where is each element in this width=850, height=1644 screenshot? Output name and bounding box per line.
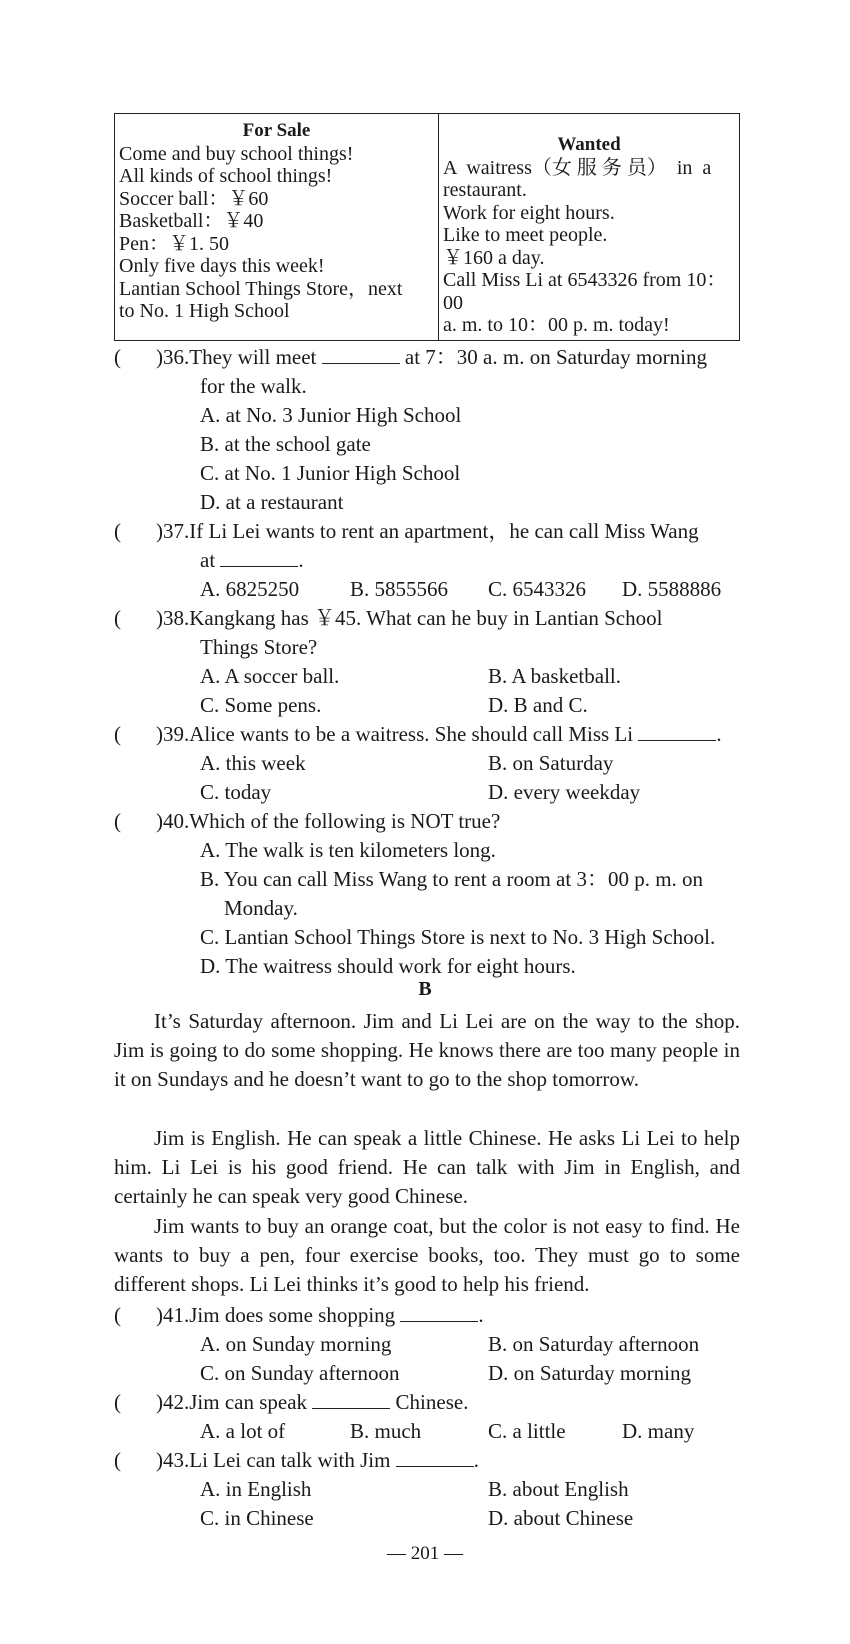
page-number: — 201 —	[387, 1543, 463, 1564]
option-c[interactable]: C. 6543326	[488, 577, 587, 601]
question-number: )40.	[156, 809, 190, 833]
answer-paren[interactable]: (	[114, 809, 121, 833]
for-sale-title: For Sale	[242, 120, 311, 141]
question-number: )39.	[156, 722, 190, 746]
option-a[interactable]: A. on Sunday morning	[200, 1332, 392, 1356]
option-d[interactable]: D. 5588886	[622, 577, 722, 601]
wanted-line: restaurant.	[443, 179, 527, 201]
option-b[interactable]: B. about English	[488, 1477, 629, 1501]
for-sale-line: Pen：￥1. 50	[119, 232, 229, 255]
answer-blank[interactable]	[322, 345, 400, 364]
paragraph: It’s Saturday afternoon. Jim and Li Lei are on the way to the shop. Jim is going to do some shopping. He knows there are too many people in it on Sundays and he doesn’t want to go to the shop tomorrow.	[114, 1009, 740, 1092]
question-text-cont: for the walk.	[200, 374, 307, 398]
paragraph: Jim wants to buy an orange coat, but the color is not easy to find. He wants to buy a pen, four exercise books, too. They must go to some different shops. Li Lei thinks it’s good to help his friend.	[114, 1214, 740, 1297]
question-text: at 7：30 a. m. on Saturday morning	[404, 345, 708, 369]
option-b[interactable]: B. A basketball.	[488, 664, 621, 688]
option-d[interactable]: D. at a restaurant	[200, 490, 344, 514]
option-b[interactable]: B. much	[350, 1419, 422, 1443]
option-b[interactable]: B. at the school gate	[200, 432, 371, 456]
option-d[interactable]: D. The waitress should work for eight hours.	[200, 954, 576, 978]
question-text-cont: Things Store?	[200, 635, 318, 659]
question-number: )38.	[156, 606, 190, 630]
section-b-heading: B	[418, 978, 432, 1000]
wanted-line: a. m. to 10：00 p. m. today!	[443, 314, 670, 336]
wanted-line: Call Miss Li at 6543326 from 10：00	[443, 269, 727, 314]
answer-blank[interactable]	[396, 1448, 474, 1467]
option-a[interactable]: A. A soccer ball.	[200, 664, 340, 688]
period: .	[716, 722, 722, 746]
option-c[interactable]: C. at No. 1 Junior High School	[200, 461, 461, 485]
question-text: Which of the following is NOT true?	[189, 809, 501, 833]
question-text: If Li Lei wants to rent an apartment，he can call Miss Wang	[189, 519, 699, 543]
option-c[interactable]: C. on Sunday afternoon	[200, 1361, 400, 1385]
option-b[interactable]: B. 5855566	[350, 577, 449, 601]
for-sale-line: Basketball：￥40	[119, 210, 264, 232]
option-c[interactable]: C. Some pens.	[200, 693, 322, 717]
for-sale-line: Come and buy school things!	[119, 142, 354, 165]
question-text: They will meet	[189, 345, 317, 369]
option-a[interactable]: A. 6825250	[200, 577, 300, 601]
wanted-line: A waitress（女 服 务 员） in a	[443, 156, 712, 179]
paragraph: Jim is English. He can speak a little Chinese. He asks Li Lei to help him. Li Lei is his good friend. He can talk with Jim in English, and certainly he can speak very good Chinese.	[114, 1126, 740, 1209]
answer-blank[interactable]	[312, 1390, 390, 1409]
option-c[interactable]: C. today	[200, 780, 272, 804]
wanted-title: Wanted	[557, 134, 621, 155]
for-sale-line: Lantian School Things Store，next	[119, 277, 403, 300]
option-b[interactable]: B. on Saturday afternoon	[488, 1332, 700, 1356]
option-a[interactable]: A. The walk is ten kilometers long.	[200, 838, 496, 862]
ads-table	[114, 113, 740, 341]
wanted-ad	[439, 114, 739, 340]
question-text: Jim can speak	[189, 1390, 308, 1414]
question-text: Chinese.	[395, 1390, 469, 1414]
option-d[interactable]: D. about Chinese	[488, 1506, 634, 1530]
option-d[interactable]: D. many	[622, 1419, 695, 1443]
answer-paren[interactable]: (	[114, 1390, 121, 1414]
option-c[interactable]: C. a little	[488, 1419, 566, 1443]
option-d[interactable]: D. every weekday	[488, 780, 641, 804]
question-number: )41.	[156, 1303, 190, 1327]
period: .	[298, 548, 304, 572]
option-b[interactable]: B. You can call Miss Wang to rent a room at 3：00 p. m. on	[200, 867, 704, 891]
answer-blank[interactable]	[220, 548, 298, 567]
question-number: )36.	[156, 345, 190, 369]
wanted-line: Like to meet people.	[443, 224, 608, 246]
for-sale-line: Soccer ball：￥60	[119, 187, 269, 210]
answer-paren[interactable]: (	[114, 722, 121, 746]
answer-paren[interactable]: (	[114, 1448, 121, 1472]
wanted-line: Work for eight hours.	[443, 201, 615, 224]
option-a[interactable]: A. this week	[200, 751, 306, 775]
period: .	[473, 1448, 479, 1472]
answer-blank[interactable]	[638, 722, 716, 741]
question-text: Kangkang has ￥45. What can he buy in Lantian School	[189, 606, 663, 630]
answer-paren[interactable]: (	[114, 345, 121, 369]
answer-paren[interactable]: (	[114, 519, 121, 543]
option-b-cont: Monday.	[224, 896, 298, 920]
question-text: Jim does some shopping	[189, 1303, 396, 1327]
period: .	[478, 1303, 484, 1327]
for-sale-line: All kinds of school things!	[119, 165, 333, 187]
for-sale-line: to No. 1 High School	[119, 300, 290, 322]
option-b[interactable]: B. on Saturday	[488, 751, 614, 775]
question-text: Alice wants to be a waitress. She should call Miss Li	[189, 722, 634, 746]
option-c[interactable]: C. in Chinese	[200, 1506, 314, 1530]
option-a[interactable]: A. at No. 3 Junior High School	[200, 403, 462, 427]
option-c[interactable]: C. Lantian School Things Store is next to No. 3 High School.	[200, 925, 716, 949]
for-sale-ad	[115, 114, 439, 340]
answer-blank[interactable]	[400, 1303, 478, 1322]
question-number: )43.	[156, 1448, 190, 1472]
option-d[interactable]: D. on Saturday morning	[488, 1361, 691, 1385]
question-text: Li Lei can talk with Jim	[189, 1448, 391, 1472]
option-a[interactable]: A. in English	[200, 1477, 312, 1501]
question-number: )42.	[156, 1390, 190, 1414]
answer-paren[interactable]: (	[114, 606, 121, 630]
for-sale-line: Only five days this week!	[119, 255, 325, 277]
question-number: )37.	[156, 519, 190, 543]
wanted-line: ￥160 a day.	[443, 246, 545, 269]
answer-paren[interactable]: (	[114, 1303, 121, 1327]
option-d[interactable]: D. B and C.	[488, 693, 588, 717]
question-text: at	[200, 548, 216, 572]
option-a[interactable]: A. a lot of	[200, 1419, 286, 1443]
